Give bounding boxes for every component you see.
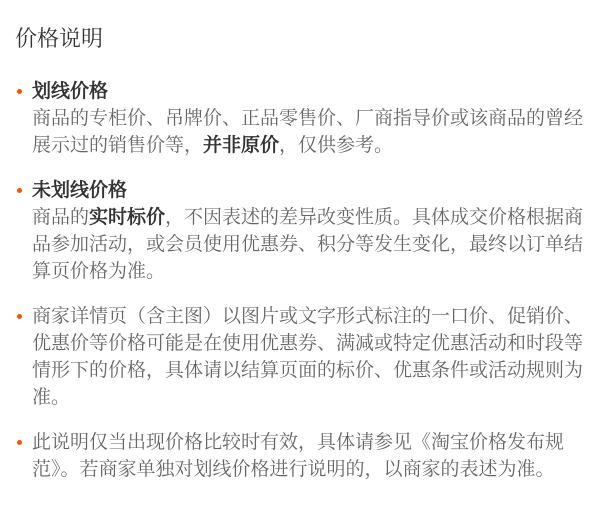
text-segment: 商品的专柜价、吊牌价、正品零售价、厂商指导价或该商品的曾经展示过的销售价等， <box>32 108 584 156</box>
bullet-dot-icon <box>17 188 22 193</box>
text-segment: ，仅供参考。 <box>279 135 394 156</box>
list-item-validity-note <box>15 429 585 483</box>
list-item-strikethrough-price <box>15 78 585 159</box>
list-item-heading: 未划线价格 <box>32 180 128 201</box>
text-segment-bold: 实时标价 <box>89 207 166 228</box>
list-item-text <box>32 429 585 483</box>
page-title: 价格说明 <box>15 26 104 51</box>
text-segment: ，不因表述的差异改变性质。具体成交价格根据商品参加活动，或会员使用优惠券、积分等发生变化，最终以订单结算页价格为准。 <box>32 207 584 282</box>
bullet-dot-icon <box>17 440 22 445</box>
text-segment-bold: 并非原价 <box>203 135 280 156</box>
list-item-text <box>32 303 585 411</box>
price-notes-list <box>15 78 585 483</box>
bullet-dot-icon <box>17 314 22 319</box>
list-item-text <box>32 204 585 285</box>
bullet-dot-icon <box>17 89 22 94</box>
list-item-text <box>32 105 585 159</box>
list-item-detail-page-prices <box>15 303 585 411</box>
list-item-unstrikethrough-price <box>15 177 585 285</box>
list-item-heading: 划线价格 <box>32 81 109 102</box>
text-segment: 此说明仅当出现价格比较时有效，具体请参见《淘宝价格发布规范》。若商家单独对划线价格进行说明的，以商家的表述为准。 <box>32 432 565 480</box>
text-segment: 商家详情页（含主图）以图片或文字形式标注的一口价、促销价、优惠价等价格可能是在使用优惠券、满减或特定优惠活动和时段等情形下的价格，具体请以结算页面的标价、优惠条件或活动规则为准。 <box>32 306 584 408</box>
text-segment: 商品的 <box>32 207 90 228</box>
